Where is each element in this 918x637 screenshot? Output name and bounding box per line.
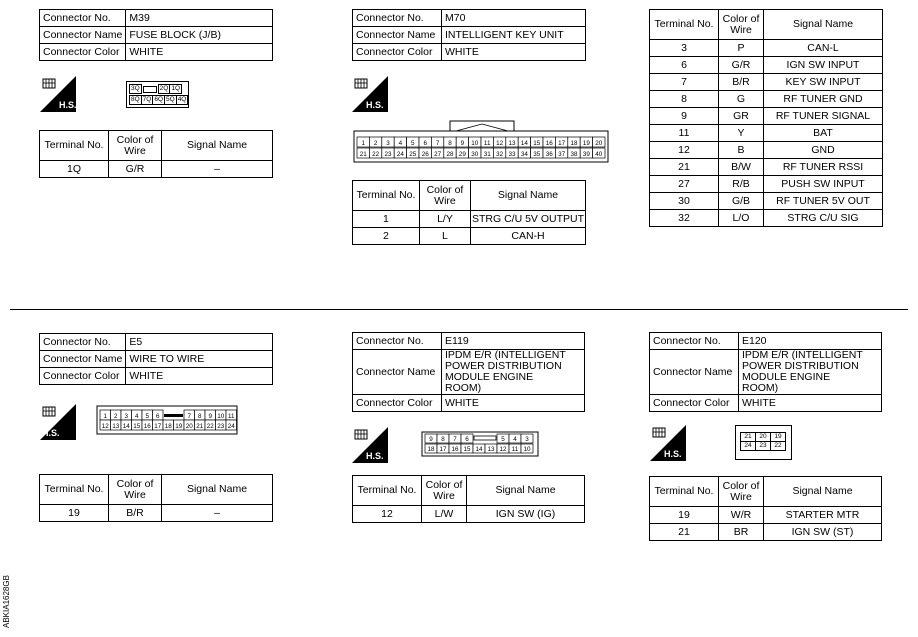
pin-19: 19	[771, 433, 786, 442]
connector-name-value: IPDM E/R (INTELLIGENT POWER DISTRIBUTION MODULE ENGINE ROOM)	[442, 350, 585, 395]
connector-no-label: Connector No.	[40, 10, 126, 27]
pin-label: 10	[217, 412, 225, 420]
section-divider	[10, 309, 908, 310]
pin-5q: 5Q	[166, 96, 175, 103]
m70-terminal-table	[352, 180, 586, 245]
table-cell: B	[719, 142, 764, 159]
table-cell: B/W	[719, 159, 764, 176]
connector-color-value: WHITE	[126, 44, 273, 61]
e120-terminal-table	[649, 476, 882, 541]
pin-label: 12	[101, 422, 109, 430]
pin-label: 10	[523, 445, 531, 453]
pin-23: 23	[756, 442, 771, 451]
pin-label: 11	[511, 445, 519, 453]
connector-name-value: INTELLIGENT KEY UNIT	[442, 27, 586, 44]
connector-name-label: Connector Name	[40, 27, 126, 44]
pin-label: 9	[208, 412, 213, 420]
connector-name-label: Connector Name	[40, 351, 126, 368]
harness-side-icon	[40, 404, 76, 440]
table-cell: 27	[650, 176, 719, 193]
terminal-no-header: Terminal No.	[40, 131, 109, 161]
pin-label: 9	[460, 139, 465, 147]
pin-label: 27	[434, 150, 442, 158]
color-of-wire-header: Color of Wire	[719, 10, 764, 40]
pin-label: 17	[439, 445, 447, 453]
table-cell: 32	[650, 210, 719, 227]
pin-label: 31	[483, 150, 491, 158]
table-cell: –	[162, 161, 273, 178]
pin-label: 8	[197, 412, 202, 420]
e119-terminal-table	[352, 475, 585, 523]
connector-name-value: IPDM E/R (INTELLIGENT POWER DISTRIBUTION MODULE ENGINE ROOM)	[739, 350, 882, 395]
signal-name-header: Signal Name	[162, 475, 273, 505]
pin-label: 13	[508, 139, 516, 147]
table-cell: B/R	[719, 74, 764, 91]
connector-no-label: Connector No.	[353, 333, 442, 350]
table-cell: B/R	[109, 505, 162, 522]
pin-label: 19	[582, 139, 590, 147]
pin-label: 12	[496, 139, 504, 147]
table-cell: G/R	[109, 161, 162, 178]
color-of-wire-header: Color of Wire	[422, 476, 467, 506]
pin-label: 15	[533, 139, 541, 147]
table-cell: –	[162, 505, 273, 522]
pin-label: 13	[487, 445, 495, 453]
pin-label: 18	[164, 422, 172, 430]
pin-blank	[141, 85, 158, 94]
color-of-wire-header: Color of Wire	[109, 131, 162, 161]
pin-label: 4	[513, 435, 517, 443]
pin-6q: 6Q	[154, 96, 164, 103]
signal-name-header: Signal Name	[764, 477, 882, 507]
m39-terminal-table	[39, 130, 273, 178]
table-cell: BAT	[764, 125, 883, 142]
pin-label: 9	[429, 435, 433, 443]
pin-label: 37	[558, 150, 566, 158]
m70-info-table	[352, 9, 586, 61]
harness-side-icon	[352, 427, 388, 463]
pin-label: 24	[396, 150, 404, 158]
pin-label: 3	[124, 412, 129, 420]
table-cell: STRG C/U 5V OUTPUT	[470, 211, 585, 228]
connector-color-value: WHITE	[442, 395, 585, 412]
pin-label: 11	[227, 412, 235, 420]
pin-label: 13	[112, 422, 120, 430]
connector-name-value: FUSE BLOCK (J/B)	[126, 27, 273, 44]
pin-label: 6	[423, 139, 427, 147]
terminal-no-header: Terminal No.	[650, 10, 719, 40]
pin-label: 3	[525, 435, 529, 443]
pin-24: 24	[741, 442, 756, 451]
table-cell: 9	[650, 108, 719, 125]
e119-connector-face	[421, 431, 539, 457]
table-cell: G	[719, 91, 764, 108]
harness-side-icon	[40, 76, 76, 112]
pin-label: 23	[217, 422, 225, 430]
pin-label: 36	[545, 150, 553, 158]
table-cell: RF TUNER GND	[764, 91, 883, 108]
connector-no-value: E5	[126, 334, 273, 351]
table-cell: 30	[650, 193, 719, 210]
pin-label: 18	[427, 445, 435, 453]
pin-label: 6	[465, 435, 469, 443]
pin-2q: 2Q	[159, 85, 169, 92]
pin-label: 34	[520, 150, 528, 158]
table-cell: 1Q	[40, 161, 109, 178]
e120-info-table	[649, 332, 882, 412]
pin-label: 22	[206, 422, 214, 430]
connector-color-value: WHITE	[126, 368, 273, 385]
hs-label: H.S.	[59, 100, 76, 110]
pin-label: 39	[582, 150, 590, 158]
pin-8q: 8Q	[131, 96, 140, 103]
hs-label: H.S.	[42, 428, 60, 438]
harness-side-icon	[352, 76, 388, 112]
pin-label: 2	[373, 139, 378, 147]
pin-3q: 3Q	[131, 85, 140, 92]
table-cell: RF TUNER RSSI	[764, 159, 883, 176]
pin-label: 3	[386, 139, 390, 147]
connector-key	[164, 414, 183, 417]
pin-label: 35	[533, 150, 541, 158]
pin-label: 20	[185, 422, 193, 430]
connector-no-label: Connector No.	[353, 10, 442, 27]
table-cell: GND	[764, 142, 883, 159]
pin-label: 30	[471, 150, 479, 158]
table-cell: R/B	[719, 176, 764, 193]
harness-side-icon	[650, 425, 686, 461]
pin-21: 21	[741, 433, 756, 442]
table-cell: 1	[353, 211, 420, 228]
connector-color-label: Connector Color	[650, 395, 739, 412]
connector-no-label: Connector No.	[40, 334, 126, 351]
pin-label: 5	[145, 412, 150, 420]
table-cell: 19	[40, 505, 109, 522]
pin-label: 23	[384, 150, 392, 158]
table-cell: RF TUNER 5V OUT	[764, 193, 883, 210]
table-cell: IGN SW INPUT	[764, 57, 883, 74]
table-cell: P	[719, 40, 764, 57]
table-cell: 8	[650, 91, 719, 108]
table-cell: 21	[650, 524, 719, 541]
hs-label: H.S.	[366, 100, 384, 110]
pin-label: 26	[421, 150, 429, 158]
pin-label: 25	[409, 150, 417, 158]
table-cell: 3	[650, 40, 719, 57]
connector-no-value: E119	[442, 333, 585, 350]
pin-label: 7	[187, 412, 192, 420]
pin-label: 32	[496, 150, 504, 158]
pin-label: 22	[372, 150, 380, 158]
terminal-no-header: Terminal No.	[353, 181, 420, 211]
connector-color-label: Connector Color	[40, 44, 126, 61]
m70-connector-face	[353, 116, 609, 164]
signal-name-header: Signal Name	[764, 10, 883, 40]
table-cell: W/R	[719, 507, 764, 524]
table-cell: 12	[353, 506, 422, 523]
table-cell: L	[419, 228, 470, 245]
table-cell: G/B	[719, 193, 764, 210]
pin-label: 14	[475, 445, 483, 453]
pin-label: 6	[155, 412, 160, 420]
pin-label: 38	[570, 150, 578, 158]
table-cell: CAN-H	[470, 228, 585, 245]
table-cell: 7	[650, 74, 719, 91]
pin-label: 16	[451, 445, 459, 453]
pin-label: 40	[595, 150, 603, 158]
connector-color-label: Connector Color	[353, 44, 442, 61]
table-cell: Y	[719, 125, 764, 142]
pin-label: 2	[113, 412, 118, 420]
table-cell: IGN SW (IG)	[467, 506, 585, 523]
connector-no-value: M39	[126, 10, 273, 27]
table-cell: L/O	[719, 210, 764, 227]
pin-label: 8	[441, 435, 445, 443]
pin-label: 28	[446, 150, 454, 158]
terminal-no-header: Terminal No.	[650, 477, 719, 507]
table-cell: RF TUNER SIGNAL	[764, 108, 883, 125]
pin-label: 5	[411, 139, 415, 147]
connector-color-value: WHITE	[739, 395, 882, 412]
connector-key	[474, 436, 496, 440]
hs-label: H.S.	[664, 449, 682, 459]
pin-label: 21	[196, 422, 204, 430]
pin-label: 19	[175, 422, 183, 430]
pin-label: 16	[143, 422, 151, 430]
table-cell: 2	[353, 228, 420, 245]
pin-7q: 7Q	[142, 96, 152, 103]
pin-1q: 1Q	[171, 85, 181, 92]
table-cell: BR	[719, 524, 764, 541]
connector-name-value: WIRE TO WIRE	[126, 351, 273, 368]
pin-label: 4	[134, 412, 139, 420]
pin-label: 18	[570, 139, 578, 147]
color-of-wire-header: Color of Wire	[719, 477, 764, 507]
connector-no-label: Connector No.	[650, 333, 739, 350]
terminal-no-header: Terminal No.	[353, 476, 422, 506]
pin-label: 20	[595, 139, 603, 147]
table-cell: L/W	[422, 506, 467, 523]
connector-name-label: Connector Name	[353, 350, 442, 395]
connector-color-value: WHITE	[442, 44, 586, 61]
pin-22: 22	[771, 442, 786, 451]
pin-label: 4	[398, 139, 403, 147]
table-cell: GR	[719, 108, 764, 125]
connector-name-label: Connector Name	[650, 350, 739, 395]
pin-label: 21	[359, 150, 367, 158]
connector-no-value: E120	[739, 333, 882, 350]
pin-label: 17	[558, 139, 566, 147]
pin-label: 12	[499, 445, 507, 453]
pin-label: 1	[361, 139, 365, 147]
signal-name-header: Signal Name	[162, 131, 273, 161]
color-of-wire-header: Color of Wire	[419, 181, 470, 211]
table-cell: PUSH SW INPUT	[764, 176, 883, 193]
connector-color-label: Connector Color	[40, 368, 126, 385]
pin-label: 33	[508, 150, 516, 158]
pin-4q: 4Q	[177, 96, 187, 103]
pin-label: 16	[545, 139, 553, 147]
e119-info-table	[352, 332, 585, 412]
table-cell: IGN SW (ST)	[764, 524, 882, 541]
signal-name-header: Signal Name	[470, 181, 585, 211]
connector-color-label: Connector Color	[353, 395, 442, 412]
e5-connector-face	[96, 405, 238, 435]
pin-label: 1	[103, 412, 108, 420]
table-cell: 19	[650, 507, 719, 524]
pin-label: 11	[483, 139, 491, 147]
side-code: ABKIA1628GB	[2, 575, 11, 628]
pin-label: 24	[227, 422, 235, 430]
color-of-wire-header: Color of Wire	[109, 475, 162, 505]
terminal-no-header: Terminal No.	[40, 475, 109, 505]
pin-20: 20	[756, 433, 771, 442]
e5-info-table	[39, 333, 273, 385]
pin-label: 7	[453, 435, 457, 443]
m39-info-table	[39, 9, 273, 61]
connector-no-value: M70	[442, 10, 586, 27]
table-cell: 21	[650, 159, 719, 176]
pin-label: 29	[458, 150, 466, 158]
table-cell: L/Y	[419, 211, 470, 228]
table-cell: 11	[650, 125, 719, 142]
table-cell: STRG C/U SIG	[764, 210, 883, 227]
pin-label: 14	[122, 422, 130, 430]
table-cell: 12	[650, 142, 719, 159]
pin-label: 15	[463, 445, 471, 453]
table-cell: KEY SW INPUT	[764, 74, 883, 91]
pin-label: 5	[501, 435, 505, 443]
pin-label: 17	[154, 422, 162, 430]
e5-terminal-table	[39, 474, 273, 522]
connector-name-label: Connector Name	[353, 27, 442, 44]
m70-terminal-table-continued	[649, 9, 883, 227]
hs-label: H.S.	[366, 451, 384, 461]
pin-label: 7	[435, 139, 440, 147]
table-cell: G/R	[719, 57, 764, 74]
m39-connector-face	[126, 81, 189, 108]
pin-label: 10	[471, 139, 479, 147]
signal-name-header: Signal Name	[467, 476, 585, 506]
table-cell: CAN-L	[764, 40, 883, 57]
table-cell: STARTER MTR	[764, 507, 882, 524]
pin-label: 8	[448, 139, 452, 147]
table-cell: 6	[650, 57, 719, 74]
e120-connector-face	[735, 425, 792, 460]
pin-label: 15	[133, 422, 141, 430]
pin-label: 14	[520, 139, 528, 147]
